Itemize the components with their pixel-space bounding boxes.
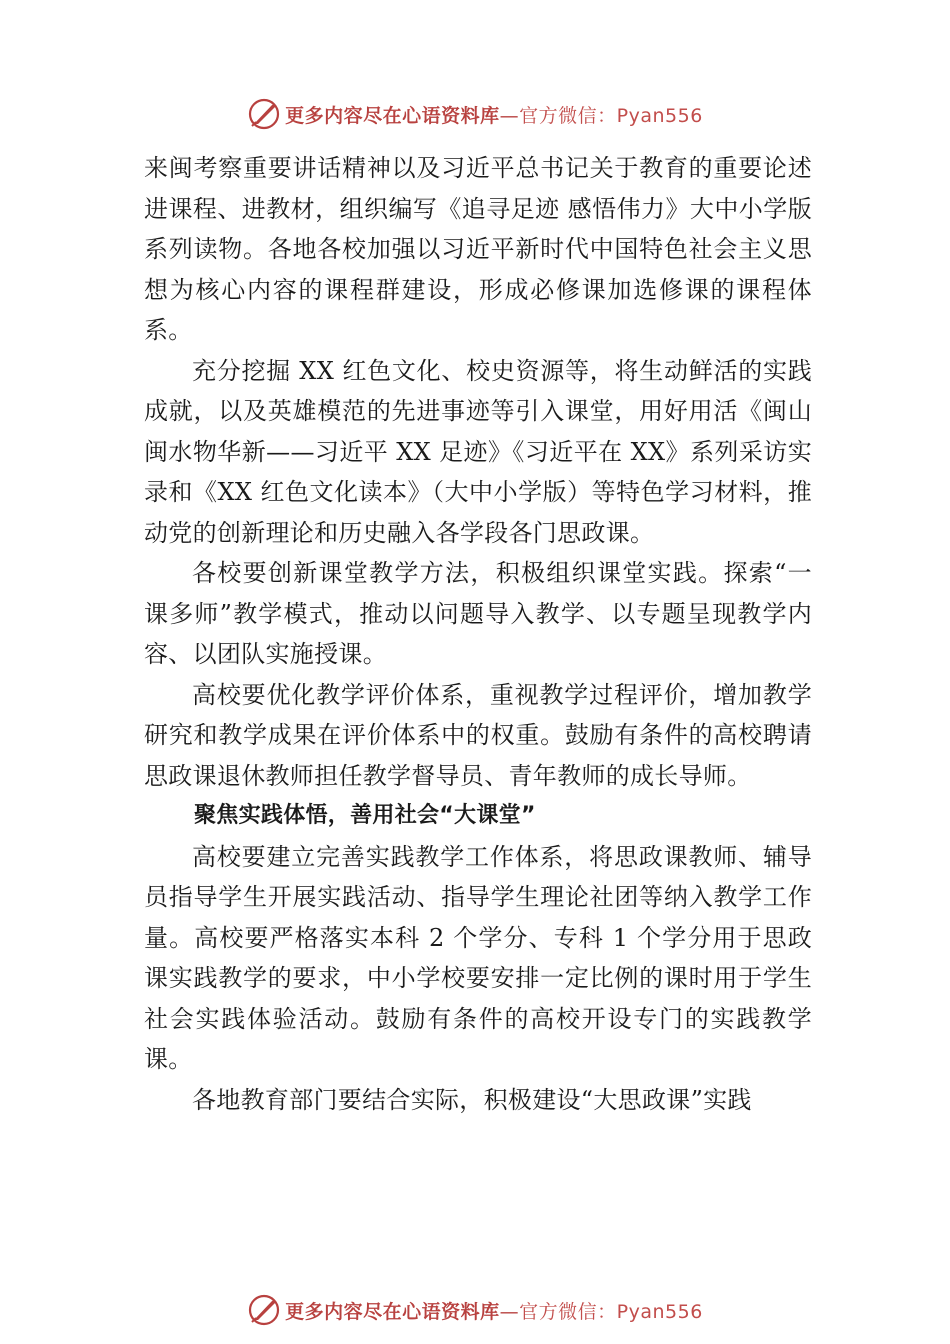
- banner-text: [285, 101, 703, 128]
- document-body: [144, 148, 812, 1120]
- page-footer-banner: [0, 1290, 950, 1330]
- paragraph-continuation: 来闽考察重要讲话精神以及习近平总书记关于教育的重要论述进课程、进教材，组织编写《追寻足迹 感悟伟力》大中小学版系列读物。各地各校加强以习近平新时代中国特色社会主义思想为核心内容的课程群建设，形成必修课加选修课的课程体系。: [144, 154, 812, 344]
- paragraph: 充分挖掘 XX 红色文化、校史资源等，将生动鲜活的实践成就，以及英雄模范的先进事迹等引入课堂，用好用活《闽山闽水物华新——习近平 XX 足迹》《习近平在 XX》系列采访实录和《XX 红色文化读本》（大中小学版）等特色学习材料，推动党的创新理论和历史融入各学段各门思政课。: [144, 356, 812, 547]
- paragraph: 高校要建立完善实践教学工作体系，将思政课教师、辅导员指导学生开展实践活动、指导学生理论社团等纳入教学工作量。高校要严格落实本科 2 个学分、专科 1 个学分用于思政课实践教学的要求，中小学校要安排一定比例的课时用于学生社会实践体验活动。鼓励有条件的高校开设专门的实践教学课。: [144, 842, 812, 1073]
- banner-separator: —: [499, 1300, 520, 1323]
- banner-text: [285, 1297, 703, 1324]
- quill-pen-logo-icon: [247, 97, 281, 131]
- banner-title: 更多内容尽在心语资料库: [285, 1300, 500, 1323]
- paragraph: 各校要创新课堂教学方法，积极组织课堂实践。探索“一课多师”教学模式，推动以问题导入教学、以专题呈现教学内容、以团队实施授课。: [144, 559, 812, 668]
- paragraph: 各地教育部门要结合实际，积极建设“大思政课”实践: [192, 1085, 752, 1114]
- banner-wechat: 官方微信：Pyan556: [519, 1300, 703, 1323]
- banner-wechat: 官方微信：Pyan556: [519, 104, 703, 127]
- page-header-banner: [0, 94, 950, 134]
- paragraph: 高校要优化教学评价体系，重视教学过程评价，增加教学研究和教学成果在评价体系中的权重。鼓励有条件的高校聘请思政课退休教师担任教学督导员、青年教师的成长导师。: [144, 680, 812, 790]
- section-heading: 聚焦实践体悟，善用社会“大课堂”: [194, 803, 536, 828]
- banner-separator: —: [499, 104, 520, 127]
- banner-title: 更多内容尽在心语资料库: [285, 104, 500, 127]
- quill-pen-logo-icon: [247, 1293, 281, 1327]
